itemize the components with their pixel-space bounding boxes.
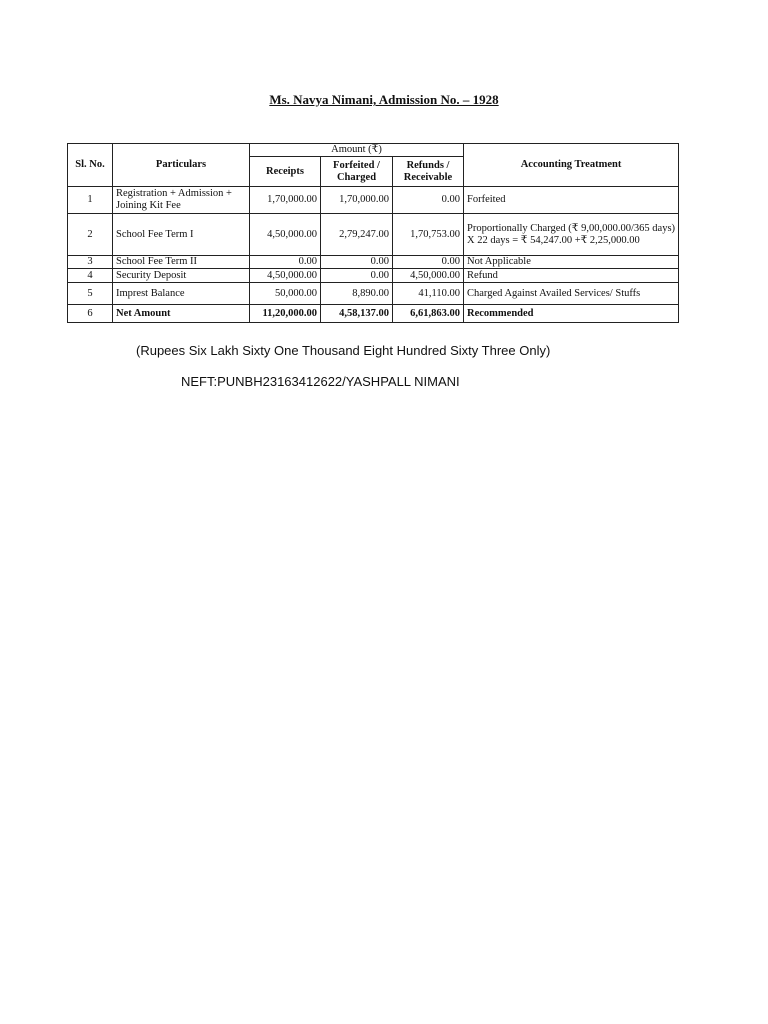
amount-in-words: (Rupees Six Lakh Sixty One Thousand Eight Hundred Sixty Three Only) [136, 343, 551, 358]
cell-particulars: Net Amount [113, 305, 250, 323]
cell-treatment: Refund [464, 269, 679, 283]
cell-refunds: 41,110.00 [393, 283, 464, 305]
fee-settlement-table [67, 143, 679, 323]
cell-sl: 5 [68, 283, 113, 305]
cell-particulars: Registration + Admission + Joining Kit Fee [113, 187, 250, 214]
cell-sl: 1 [68, 187, 113, 214]
cell-forfeited: 0.00 [321, 269, 393, 283]
cell-sl: 2 [68, 214, 113, 256]
header-refunds-receivable: Refunds / Receivable [393, 157, 464, 187]
cell-refunds: 1,70,753.00 [393, 214, 464, 256]
cell-receipts: 0.00 [250, 256, 321, 269]
cell-treatment: Proportionally Charged (₹ 9,00,000.00/365 days) X 22 days = ₹ 54,247.00 +₹ 2,25,000.00 [464, 214, 679, 256]
cell-receipts: 11,20,000.00 [250, 305, 321, 323]
neft-reference: NEFT:PUNBH23163412622/YASHPALL NIMANI [181, 374, 460, 389]
cell-refunds: 0.00 [393, 187, 464, 214]
cell-receipts: 50,000.00 [250, 283, 321, 305]
cell-receipts: 4,50,000.00 [250, 269, 321, 283]
cell-forfeited: 2,79,247.00 [321, 214, 393, 256]
table-row [68, 214, 679, 256]
cell-sl: 6 [68, 305, 113, 323]
table-row-net-amount [68, 305, 679, 323]
document-title: Ms. Navya Nimani, Admission No. – 1928 [269, 92, 499, 107]
cell-forfeited: 8,890.00 [321, 283, 393, 305]
cell-particulars: Imprest Balance [113, 283, 250, 305]
cell-refunds: 6,61,863.00 [393, 305, 464, 323]
cell-treatment: Forfeited [464, 187, 679, 214]
cell-receipts: 1,70,000.00 [250, 187, 321, 214]
cell-treatment: Charged Against Availed Services/ Stuffs [464, 283, 679, 305]
header-sl-no: Sl. No. [68, 144, 113, 187]
cell-sl: 3 [68, 256, 113, 269]
cell-sl: 4 [68, 269, 113, 283]
table-row [68, 283, 679, 305]
cell-particulars: School Fee Term I [113, 214, 250, 256]
cell-forfeited: 1,70,000.00 [321, 187, 393, 214]
table-row [68, 269, 679, 283]
header-receipts: Receipts [250, 157, 321, 187]
cell-refunds: 0.00 [393, 256, 464, 269]
cell-forfeited: 4,58,137.00 [321, 305, 393, 323]
cell-refunds: 4,50,000.00 [393, 269, 464, 283]
table-row [68, 256, 679, 269]
table-row [68, 187, 679, 214]
cell-treatment: Recommended [464, 305, 679, 323]
header-amount-group: Amount (₹) [250, 144, 464, 157]
cell-particulars: School Fee Term II [113, 256, 250, 269]
cell-receipts: 4,50,000.00 [250, 214, 321, 256]
cell-particulars: Security Deposit [113, 269, 250, 283]
header-forfeited-charged: Forfeited / Charged [321, 157, 393, 187]
cell-treatment: Not Applicable [464, 256, 679, 269]
header-accounting-treatment: Accounting Treatment [464, 144, 679, 187]
cell-forfeited: 0.00 [321, 256, 393, 269]
header-particulars: Particulars [113, 144, 250, 187]
